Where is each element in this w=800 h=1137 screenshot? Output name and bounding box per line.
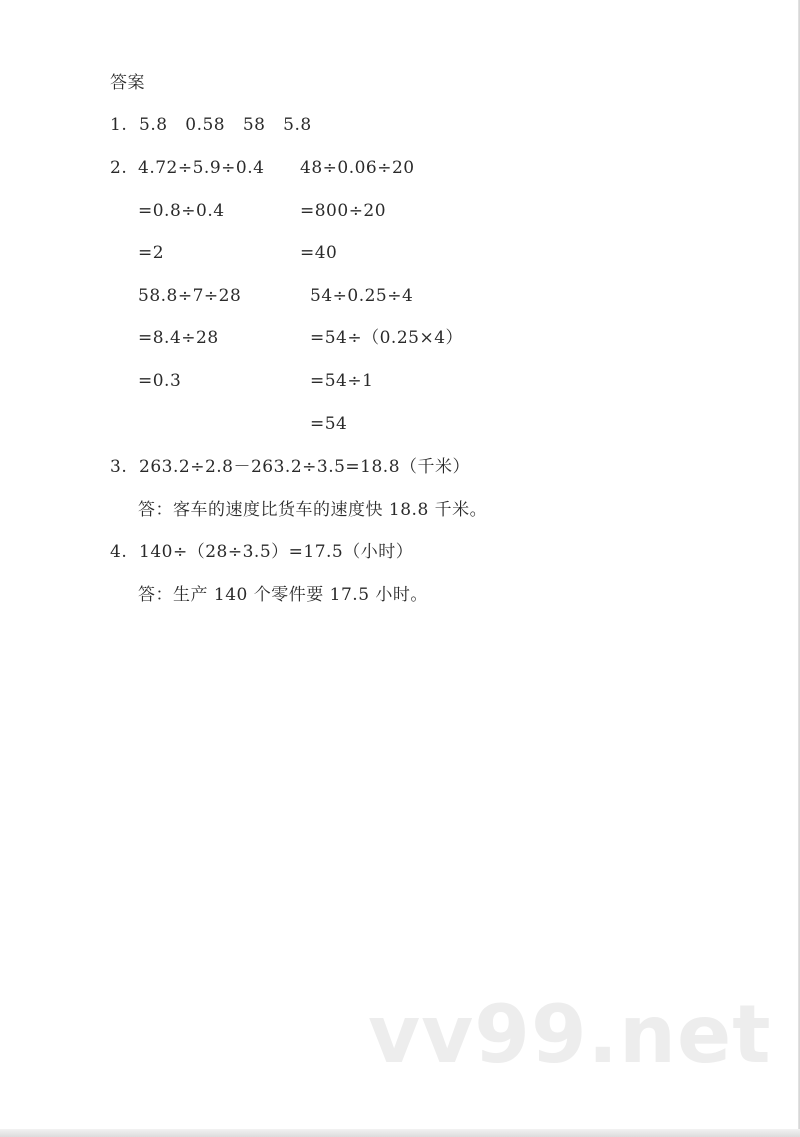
- q2-calc-d-line-2: =54÷（0.25×4）: [310, 328, 464, 348]
- watermark-text: vv99.net: [368, 988, 772, 1081]
- q2-calc-c-line-1: 58.8÷7÷28: [138, 286, 242, 306]
- q2-calc-d-line-4: =54: [310, 414, 348, 434]
- answer-title: 答案: [110, 73, 145, 93]
- q2-calc-c-line-3: =0.3: [138, 371, 182, 391]
- q2-calc-a-line-2: =0.8÷0.4: [138, 201, 225, 221]
- q2-calc-c-line-2: =8.4÷28: [138, 328, 219, 348]
- question-2-number: 2.: [110, 158, 128, 178]
- q2-calc-b-line-3: =40: [300, 243, 338, 263]
- q2-calc-b-line-1: 48÷0.06÷20: [300, 158, 415, 178]
- question-4-answer: 答：生产 140 个零件要 17.5 小时。: [138, 585, 428, 605]
- question-4-equation: 4. 140÷（28÷3.5）=17.5（小时）: [110, 542, 414, 562]
- q2-calc-b-line-2: =800÷20: [300, 201, 387, 221]
- q2-calc-d-line-3: =54÷1: [310, 371, 374, 391]
- q2-calc-a-line-1: 4.72÷5.9÷0.4: [138, 158, 265, 178]
- question-3-answer: 答：客车的速度比货车的速度快 18.8 千米。: [138, 500, 488, 520]
- question-3-equation: 3. 263.2÷2.8－263.2÷3.5=18.8（千米）: [110, 457, 471, 477]
- q2-calc-a-line-3: =2: [138, 243, 165, 263]
- page-edge-bottom: [0, 1129, 800, 1137]
- q2-calc-d-line-1: 54÷0.25÷4: [310, 286, 414, 306]
- question-1-answers: 1. 5.8 0.58 58 5.8: [110, 115, 312, 135]
